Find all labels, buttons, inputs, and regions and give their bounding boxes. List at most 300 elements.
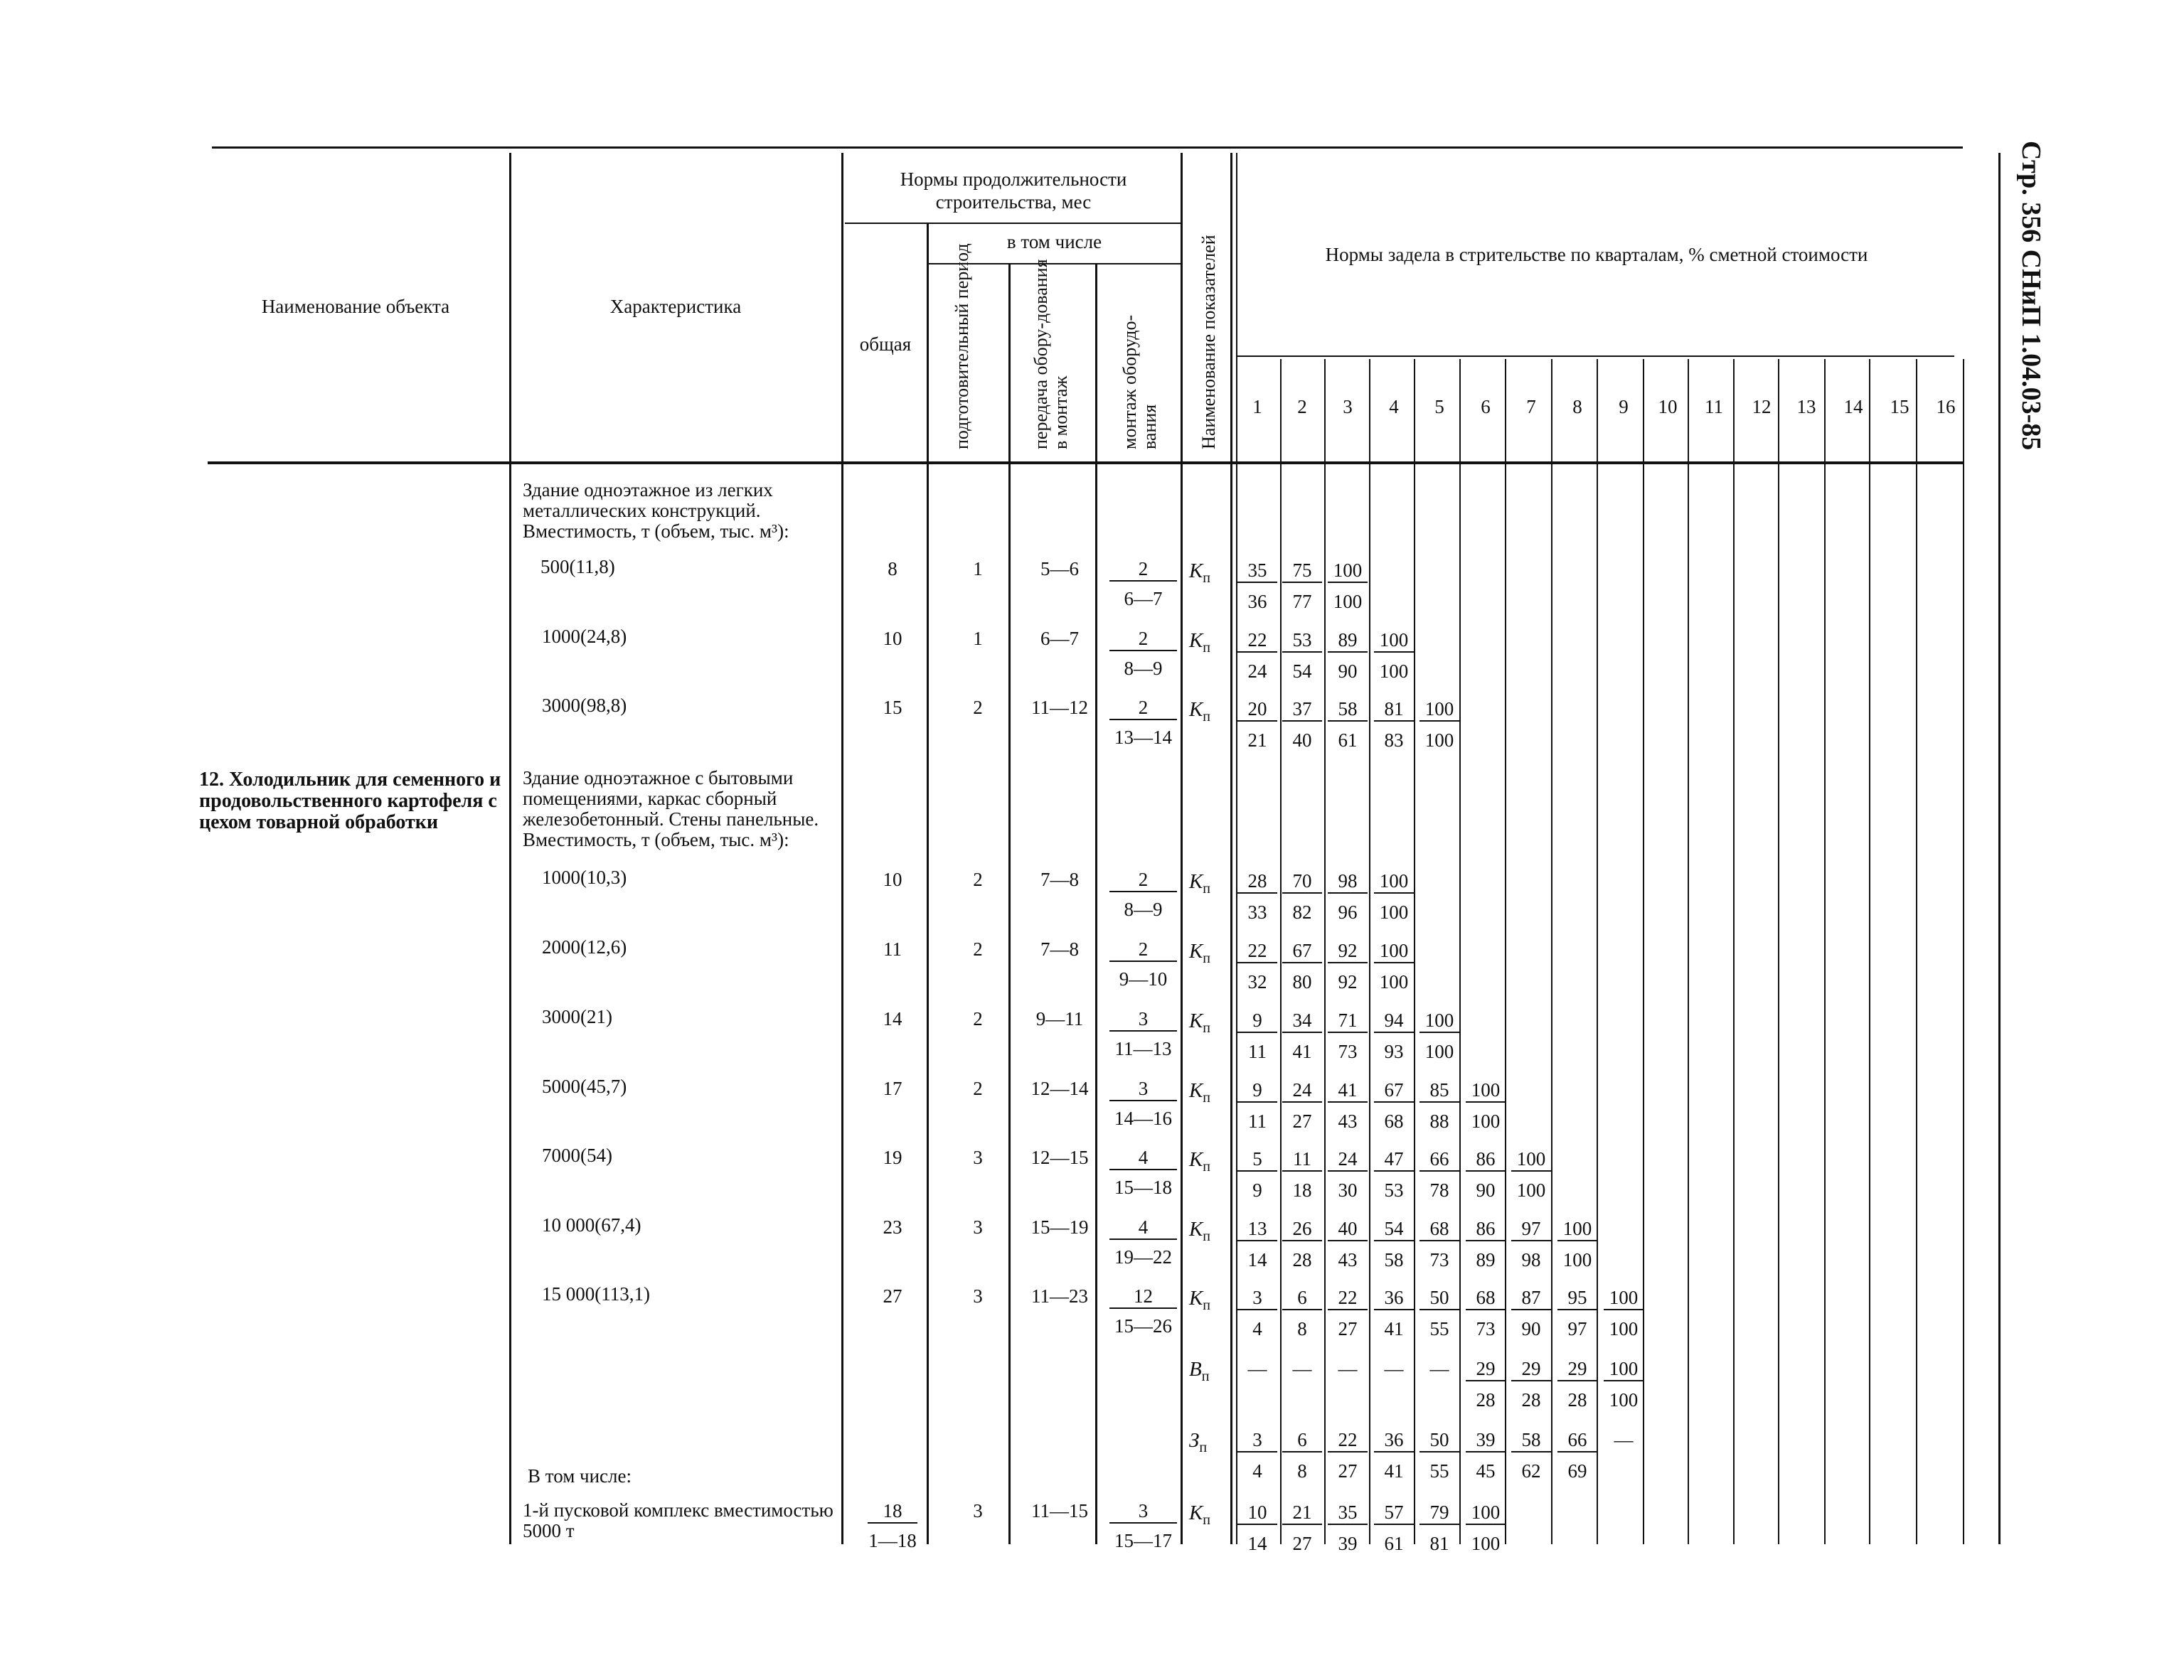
backlog-bottom-q3: 61 xyxy=(1338,729,1358,751)
row-install-bottom: 8—9 xyxy=(1124,658,1163,679)
row-install-bottom: 8—9 xyxy=(1124,899,1163,920)
backlog-top-q1: — xyxy=(1247,1358,1267,1379)
indicator-Кп xyxy=(1189,940,1210,967)
backlog-top-q3: — xyxy=(1338,1358,1358,1379)
indicator-subscript: п xyxy=(1203,708,1210,724)
backlog-top-q1: 3 xyxy=(1237,1287,1277,1310)
backlog-bottom-q8: 69 xyxy=(1567,1460,1587,1482)
backlog-bottom-q8: 100 xyxy=(1562,1249,1592,1270)
backlog-top-q3: 22 xyxy=(1328,1429,1368,1452)
indicator-Зп xyxy=(1189,1429,1207,1456)
row-transfer: 11—15 xyxy=(1031,1500,1088,1521)
backlog-bottom-q4: 53 xyxy=(1384,1179,1404,1201)
backlog-bottom-q1: 14 xyxy=(1247,1533,1267,1554)
quarter-header-13: 13 xyxy=(1796,396,1816,417)
quarter-header-16: 16 xyxy=(1936,396,1956,417)
backlog-top-q4: 100 xyxy=(1374,870,1414,894)
row-total: 10 xyxy=(883,869,902,890)
header-object-name: Наименование объекта xyxy=(261,296,450,317)
backlog-top-q3: 89 xyxy=(1328,629,1368,653)
row-label: 10 000(67,4) xyxy=(542,1214,641,1236)
header-total: общая xyxy=(859,333,912,355)
row-label: 3000(98,8) xyxy=(542,695,627,716)
backlog-bottom-q6: 100 xyxy=(1471,1111,1501,1132)
backlog-top-q3: 98 xyxy=(1328,870,1368,894)
backlog-top-q2: 34 xyxy=(1282,1010,1322,1033)
rule-transfer xyxy=(1095,264,1097,1544)
rule-quarter-13 xyxy=(1824,359,1826,1544)
row-transfer: 12—15 xyxy=(1030,1147,1089,1168)
indicator-Кп xyxy=(1189,560,1210,587)
row-prep: 2 xyxy=(973,1078,983,1099)
quarter-header-3: 3 xyxy=(1343,396,1353,417)
row-transfer: 11—12 xyxy=(1031,697,1088,718)
indicator-letter: К xyxy=(1189,940,1203,963)
row-install-top: 2 xyxy=(1109,628,1177,651)
backlog-top-q6: 86 xyxy=(1466,1218,1506,1241)
backlog-top-q3: 22 xyxy=(1328,1287,1368,1310)
row-install-top: 3 xyxy=(1109,1078,1177,1101)
row-prep: 1 xyxy=(973,628,983,649)
quarter-header-6: 6 xyxy=(1481,396,1491,417)
backlog-bottom-q2: 8 xyxy=(1297,1460,1307,1482)
backlog-bottom-q4: 100 xyxy=(1379,971,1409,993)
backlog-top-q5: 85 xyxy=(1419,1079,1459,1103)
backlog-top-q7: 100 xyxy=(1511,1148,1551,1172)
row-label: 5000(45,7) xyxy=(542,1076,627,1097)
backlog-top-q2: 11 xyxy=(1282,1148,1322,1172)
row-total: 14 xyxy=(883,1008,902,1029)
backlog-bottom-q3: 100 xyxy=(1333,591,1363,612)
backlog-bottom-q1: 36 xyxy=(1247,591,1267,612)
backlog-top-q1: 9 xyxy=(1237,1010,1277,1033)
indicator-subscript: п xyxy=(1203,1228,1210,1244)
indicator-Кп xyxy=(1189,870,1210,897)
rule-quarter-4 xyxy=(1414,359,1415,1544)
indicator-letter: З xyxy=(1189,1429,1200,1452)
backlog-top-q5: 68 xyxy=(1419,1218,1459,1241)
row-prep: 2 xyxy=(973,869,983,890)
rule-install xyxy=(1181,153,1183,1544)
backlog-bottom-q3: 27 xyxy=(1338,1460,1358,1482)
indicator-Кп xyxy=(1189,1218,1210,1245)
backlog-top-q1: 28 xyxy=(1237,870,1277,894)
backlog-bottom-q5: 73 xyxy=(1429,1249,1449,1270)
backlog-top-q4: 81 xyxy=(1374,698,1414,722)
backlog-top-q3: 24 xyxy=(1328,1148,1368,1172)
backlog-bottom-q6: 28 xyxy=(1476,1389,1496,1411)
backlog-top-q8: 95 xyxy=(1557,1287,1597,1310)
backlog-bottom-q4: 93 xyxy=(1384,1041,1404,1062)
backlog-bottom-q3: 73 xyxy=(1338,1041,1358,1062)
row-prep: 3 xyxy=(973,1216,983,1238)
page-label: Стр. 356 СНиП 1.04.03-85 xyxy=(2016,141,2046,451)
backlog-bottom-q1: 4 xyxy=(1252,1460,1262,1482)
row-install-bottom: 15—17 xyxy=(1114,1530,1172,1551)
backlog-bottom-q2: 41 xyxy=(1292,1041,1312,1062)
backlog-top-q3: 58 xyxy=(1328,698,1368,722)
backlog-bottom-q2: 8 xyxy=(1297,1318,1307,1339)
indicator-Кп xyxy=(1189,629,1210,656)
backlog-bottom-q7: 90 xyxy=(1521,1318,1541,1339)
backlog-top-q2: 26 xyxy=(1282,1218,1322,1241)
backlog-bottom-q7: 98 xyxy=(1521,1249,1541,1270)
backlog-top-q1: 22 xyxy=(1237,940,1277,963)
row-transfer: 15—19 xyxy=(1030,1216,1089,1238)
row-total: 27 xyxy=(883,1285,902,1307)
indicator-letter: К xyxy=(1189,1218,1203,1241)
quarter-header-4: 4 xyxy=(1389,396,1399,417)
backlog-bottom-q3: 96 xyxy=(1338,901,1358,923)
backlog-top-q4: 47 xyxy=(1374,1148,1414,1172)
indicator-Кп xyxy=(1189,698,1210,725)
header-prep-period: подготовительный период xyxy=(952,243,972,449)
row-label: 1000(24,8) xyxy=(542,626,627,647)
row-label: 1-й пусковой комплекс вместимостью 5000 т xyxy=(523,1499,833,1541)
quarter-header-9: 9 xyxy=(1619,396,1629,417)
backlog-bottom-q6: 73 xyxy=(1476,1318,1496,1339)
row-install-top: 3 xyxy=(1109,1008,1177,1032)
backlog-top-q5: 50 xyxy=(1419,1429,1459,1452)
backlog-top-q2: 6 xyxy=(1282,1429,1322,1452)
row-install-top: 2 xyxy=(1109,697,1177,720)
header-equip-transfer: передача обору-дования в монтаж xyxy=(1030,259,1071,449)
backlog-bottom-q1: 33 xyxy=(1247,901,1267,923)
row-total: 17 xyxy=(883,1078,902,1099)
backlog-bottom-q4: 61 xyxy=(1384,1533,1404,1554)
backlog-bottom-q6: 89 xyxy=(1476,1249,1496,1270)
backlog-bottom-q9: 100 xyxy=(1609,1389,1639,1411)
indicator-Кп xyxy=(1189,1079,1210,1106)
rule-right-margin xyxy=(1998,153,2001,1544)
row-install-bottom: 14—16 xyxy=(1114,1108,1172,1129)
indicator-letter: К xyxy=(1189,1010,1203,1032)
backlog-top-q1: 35 xyxy=(1237,560,1277,583)
indicator-letter: К xyxy=(1189,560,1203,582)
header-characteristic: Характеристика xyxy=(609,296,742,317)
row-install-bottom: 11—13 xyxy=(1114,1038,1172,1059)
row-transfer: 12—14 xyxy=(1030,1078,1089,1099)
backlog-top-q5: 50 xyxy=(1419,1287,1459,1310)
rule-quarter-6 xyxy=(1505,359,1506,1544)
indicator-subscript: п xyxy=(1203,1512,1210,1528)
row-label: 3000(21) xyxy=(542,1006,612,1027)
backlog-bottom-q8: 97 xyxy=(1567,1318,1587,1339)
backlog-top-q5: 100 xyxy=(1419,698,1459,722)
backlog-top-q6: 29 xyxy=(1466,1358,1506,1381)
backlog-bottom-q2: 27 xyxy=(1292,1533,1312,1554)
duration-subrule xyxy=(845,223,1181,224)
backlog-bottom-q2: 40 xyxy=(1292,729,1312,751)
row-install-top: 4 xyxy=(1109,1147,1177,1170)
indicator-Кп xyxy=(1189,1502,1210,1529)
row-label: 15 000(113,1) xyxy=(542,1283,650,1305)
backlog-top-q8: 66 xyxy=(1557,1429,1597,1452)
backlog-top-q7: 97 xyxy=(1511,1218,1551,1241)
backlog-top-q4: — xyxy=(1384,1358,1404,1379)
indicator-subscript: п xyxy=(1203,1020,1210,1036)
object-number: 12. xyxy=(199,769,224,791)
backlog-bottom-q4: 100 xyxy=(1379,901,1409,923)
object-name: Холодильник для семенного и продовольственного картофеля с цехом товарной обработки xyxy=(199,769,501,833)
header-indicator: Наименование показателей xyxy=(1198,235,1219,449)
quarters-subrule xyxy=(1236,355,1954,357)
indicator-letter: К xyxy=(1189,629,1203,652)
row-prep: 2 xyxy=(973,938,983,960)
backlog-bottom-q4: 41 xyxy=(1384,1460,1404,1482)
backlog-bottom-q1: 9 xyxy=(1252,1179,1262,1201)
backlog-bottom-q6: 45 xyxy=(1476,1460,1496,1482)
backlog-top-q1: 10 xyxy=(1237,1502,1277,1525)
backlog-top-q9: 100 xyxy=(1604,1358,1644,1381)
row-install-bottom: 13—14 xyxy=(1114,727,1172,748)
indicator-subscript: п xyxy=(1203,1089,1210,1106)
row-transfer: 7—8 xyxy=(1040,869,1079,890)
backlog-bottom-q5: 88 xyxy=(1429,1111,1449,1132)
backlog-top-q4: 67 xyxy=(1374,1079,1414,1103)
indicator-subscript: п xyxy=(1203,1158,1210,1175)
row-transfer: 11—23 xyxy=(1031,1285,1088,1307)
quarter-header-12: 12 xyxy=(1752,396,1772,417)
backlog-bottom-q5: 55 xyxy=(1429,1460,1449,1482)
backlog-top-q1: 20 xyxy=(1237,698,1277,722)
backlog-top-q5: — xyxy=(1429,1358,1449,1379)
backlog-top-q7: 87 xyxy=(1511,1287,1551,1310)
quarter-header-10: 10 xyxy=(1658,396,1678,417)
backlog-bottom-q2: 27 xyxy=(1292,1111,1312,1132)
row-total: 15 xyxy=(883,697,902,718)
backlog-top-q2: 24 xyxy=(1282,1079,1322,1103)
backlog-bottom-q2: 82 xyxy=(1292,901,1312,923)
indicator-Кп xyxy=(1189,1010,1210,1037)
row-transfer: 5—6 xyxy=(1040,558,1079,579)
object-title xyxy=(199,769,512,833)
backlog-bottom-q1: 11 xyxy=(1248,1041,1267,1062)
backlog-top-q5: 66 xyxy=(1419,1148,1459,1172)
backlog-top-q1: 3 xyxy=(1237,1429,1277,1452)
rule-quarter-2 xyxy=(1324,359,1326,1544)
backlog-top-q4: 36 xyxy=(1374,1429,1414,1452)
row-transfer: 9—11 xyxy=(1035,1008,1084,1029)
backlog-top-q3: 100 xyxy=(1328,560,1368,583)
rule-quarter-14 xyxy=(1869,359,1870,1544)
row-prep: 1 xyxy=(973,558,983,579)
backlog-top-q2: 37 xyxy=(1282,698,1322,722)
backlog-top-q2: 21 xyxy=(1282,1502,1322,1525)
indicator-letter: К xyxy=(1189,698,1203,721)
rule-prep xyxy=(1008,264,1011,1544)
backlog-bottom-q1: 4 xyxy=(1252,1318,1262,1339)
row-install-bottom: 15—26 xyxy=(1114,1315,1172,1337)
backlog-top-q3: 41 xyxy=(1328,1079,1368,1103)
row-install-top: 2 xyxy=(1109,558,1177,582)
backlog-bottom-q4: 41 xyxy=(1384,1318,1404,1339)
indicator-subscript: п xyxy=(1203,950,1210,966)
backlog-bottom-q2: 28 xyxy=(1292,1249,1312,1270)
quarter-header-11: 11 xyxy=(1705,396,1723,417)
rule-indicator xyxy=(1230,153,1232,1544)
backlog-bottom-q8: 28 xyxy=(1567,1389,1587,1411)
backlog-top-q6: 100 xyxy=(1466,1079,1506,1103)
row-install-top: 2 xyxy=(1109,869,1177,892)
header-including: в том числе xyxy=(1006,231,1102,252)
backlog-bottom-q5: 81 xyxy=(1429,1533,1449,1554)
row-prep: 2 xyxy=(973,1008,983,1029)
backlog-bottom-q3: 43 xyxy=(1338,1249,1358,1270)
row-install-top: 4 xyxy=(1109,1216,1177,1240)
row-total: 10 xyxy=(883,628,902,649)
backlog-top-q1: 5 xyxy=(1237,1148,1277,1172)
backlog-top-q4: 57 xyxy=(1374,1502,1414,1525)
backlog-top-q5: 100 xyxy=(1419,1010,1459,1033)
backlog-top-q4: 36 xyxy=(1374,1287,1414,1310)
backlog-top-q9: 100 xyxy=(1604,1287,1644,1310)
header-backlog-norms: Нормы задела в стрительстве по кварталам, % сметной стоимости xyxy=(1325,244,1868,265)
backlog-top-q7: 29 xyxy=(1511,1358,1551,1381)
indicator-subscript: п xyxy=(1203,880,1210,897)
row-total: 8 xyxy=(888,558,897,579)
row-total-range: 1—18 xyxy=(868,1530,917,1551)
row-transfer: 7—8 xyxy=(1040,938,1079,960)
row-prep: 3 xyxy=(973,1285,983,1307)
backlog-top-q4: 54 xyxy=(1374,1218,1414,1241)
rule-quarter-15 xyxy=(1916,359,1917,1544)
quarter-header-8: 8 xyxy=(1572,396,1582,417)
backlog-bottom-q5: 78 xyxy=(1429,1179,1449,1201)
row-total: 23 xyxy=(883,1216,902,1238)
rule-quarter-11 xyxy=(1733,359,1735,1544)
backlog-top-q2: 75 xyxy=(1282,560,1322,583)
indicator-subscript: п xyxy=(1203,639,1210,656)
backlog-top-q1: 13 xyxy=(1237,1218,1277,1241)
backlog-top-q2: 67 xyxy=(1282,940,1322,963)
backlog-top-q3: 92 xyxy=(1328,940,1368,963)
rule-quarter-3 xyxy=(1369,359,1370,1544)
header-bottom-rule xyxy=(208,461,1963,464)
indicator-letter: К xyxy=(1189,870,1203,893)
including-label: В том числе: xyxy=(528,1465,632,1487)
rule-quarter-12 xyxy=(1778,359,1779,1544)
backlog-top-q2: — xyxy=(1292,1358,1312,1379)
quarter-header-15: 15 xyxy=(1890,396,1909,417)
quarter-header-14: 14 xyxy=(1843,396,1863,417)
backlog-bottom-q2: 77 xyxy=(1292,591,1312,612)
backlog-top-q5: 79 xyxy=(1419,1502,1459,1525)
row-install-bottom: 15—18 xyxy=(1114,1177,1172,1198)
row-total: 11 xyxy=(883,938,902,960)
backlog-bottom-q4: 100 xyxy=(1379,660,1409,682)
backlog-bottom-q5: 100 xyxy=(1424,1041,1454,1062)
rule-quarter-8 xyxy=(1597,359,1598,1544)
backlog-top-q2: 53 xyxy=(1282,629,1322,653)
backlog-top-q3: 40 xyxy=(1328,1218,1368,1241)
group-1-description: Здание одноэтажное из легких металлических конструкций. Вместимость, т (объем, тыс. м³): xyxy=(523,479,789,542)
row-transfer: 6—7 xyxy=(1040,628,1079,649)
backlog-bottom-q1: 11 xyxy=(1248,1111,1267,1132)
row-label: 500(11,8) xyxy=(540,556,615,577)
backlog-bottom-q4: 68 xyxy=(1384,1111,1404,1132)
row-install-top: 2 xyxy=(1109,938,1177,962)
backlog-bottom-q2: 54 xyxy=(1292,660,1312,682)
indicator-Кп xyxy=(1189,1148,1210,1175)
row-total: 18 xyxy=(868,1500,917,1524)
backlog-bottom-q2: 18 xyxy=(1292,1179,1312,1201)
row-label: 7000(54) xyxy=(542,1145,612,1166)
row-total: 19 xyxy=(883,1147,902,1168)
backlog-top-q3: 71 xyxy=(1328,1010,1368,1033)
backlog-bottom-q5: 55 xyxy=(1429,1318,1449,1339)
backlog-top-q3: 35 xyxy=(1328,1502,1368,1525)
group-2-description: Здание одноэтажное с бытовыми помещениями, каркас сборный железобетонный. Стены панельные. Вместимость, т (объем, тыс. м³): xyxy=(523,767,819,850)
row-install-bottom: 19—22 xyxy=(1114,1246,1172,1268)
backlog-top-q6: 86 xyxy=(1466,1148,1506,1172)
backlog-top-q1: 22 xyxy=(1237,629,1277,653)
header-equip-install: монтаж оборудо-вания xyxy=(1119,314,1160,449)
row-prep: 2 xyxy=(973,697,983,718)
backlog-top-q2: 6 xyxy=(1282,1287,1322,1310)
indicator-letter: К xyxy=(1189,1287,1203,1310)
quarter-header-5: 5 xyxy=(1434,396,1444,417)
backlog-bottom-q1: 32 xyxy=(1247,971,1267,993)
backlog-bottom-q6: 90 xyxy=(1476,1179,1496,1201)
indicator-letter: К xyxy=(1189,1148,1203,1171)
backlog-bottom-q3: 90 xyxy=(1338,660,1358,682)
backlog-bottom-q7: 100 xyxy=(1516,1179,1546,1201)
header-duration-norms: Нормы продолжительности строительства, мес xyxy=(900,168,1127,213)
backlog-bottom-q7: 62 xyxy=(1521,1460,1541,1482)
backlog-top-q4: 100 xyxy=(1374,629,1414,653)
backlog-bottom-q3: 92 xyxy=(1338,971,1358,993)
backlog-top-q7: 58 xyxy=(1511,1429,1551,1452)
rule-quarter-0 xyxy=(1236,153,1237,1544)
indicator-Вп xyxy=(1189,1358,1209,1385)
row-prep: 3 xyxy=(973,1500,983,1521)
rule-quarter-9 xyxy=(1643,359,1644,1544)
table-top-rule xyxy=(212,146,1963,149)
backlog-top-q4: 94 xyxy=(1374,1010,1414,1033)
indicator-Кп xyxy=(1189,1287,1210,1314)
backlog-bottom-q4: 83 xyxy=(1384,729,1404,751)
backlog-bottom-q3: 30 xyxy=(1338,1179,1358,1201)
backlog-bottom-q1: 24 xyxy=(1247,660,1267,682)
indicator-subscript: п xyxy=(1203,1297,1210,1313)
indicator-letter: В xyxy=(1189,1358,1202,1381)
indicator-letter: К xyxy=(1189,1079,1203,1102)
backlog-bottom-q2: 80 xyxy=(1292,971,1312,993)
backlog-bottom-q7: 28 xyxy=(1521,1389,1541,1411)
backlog-bottom-q1: 14 xyxy=(1247,1249,1267,1270)
backlog-bottom-q9: 100 xyxy=(1609,1318,1639,1339)
rule-characteristic xyxy=(841,153,843,1544)
quarter-header-2: 2 xyxy=(1297,396,1307,417)
rule-quarter-1 xyxy=(1280,359,1282,1544)
row-prep: 3 xyxy=(973,1147,983,1168)
row-label: 2000(12,6) xyxy=(542,936,627,958)
backlog-top-q6: 68 xyxy=(1466,1287,1506,1310)
row-install-top: 12 xyxy=(1109,1285,1177,1309)
backlog-bottom-q4: 58 xyxy=(1384,1249,1404,1270)
backlog-bottom-q5: 100 xyxy=(1424,729,1454,751)
backlog-top-q4: 100 xyxy=(1374,940,1414,963)
rule-total xyxy=(927,224,929,1544)
rule-quarter-7 xyxy=(1551,359,1552,1544)
backlog-bottom-q3: 39 xyxy=(1338,1533,1358,1554)
backlog-bottom-q3: 43 xyxy=(1338,1111,1358,1132)
backlog-bottom-q6: 100 xyxy=(1471,1533,1501,1554)
quarter-header-7: 7 xyxy=(1526,396,1536,417)
indicator-subscript: п xyxy=(1199,1439,1208,1455)
quarter-header-1: 1 xyxy=(1252,396,1262,417)
